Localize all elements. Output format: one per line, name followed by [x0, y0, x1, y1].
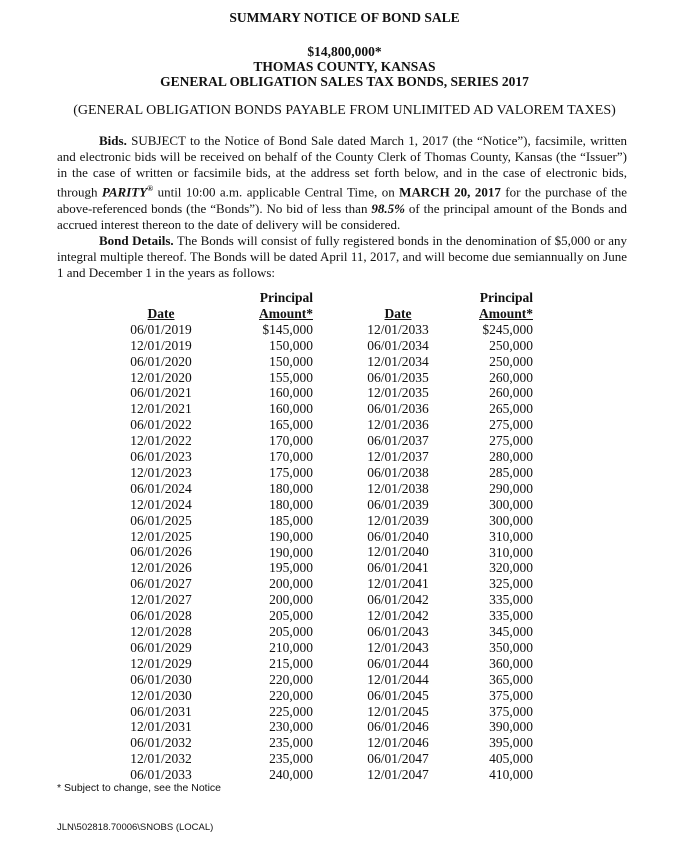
bond-details-text: The Bonds will consist of fully registered bonds in the denomination of $5,000 or any integral multiple thereof. The Bonds will be dated April 11, 2017, and will become due semiannually on June 1 and December 1 in the years as follows: — [57, 232, 627, 281]
right-maturity-date: 06/01/2043 — [367, 624, 429, 640]
body-paragraphs — [57, 133, 627, 281]
right-principal-amount: 300,000 — [489, 512, 533, 528]
registered-mark: ® — [147, 184, 154, 194]
bond-amount: $14,800,000* — [307, 44, 382, 59]
bids-text-1: SUBJECT to the Notice of Bond Sale dated March 1, 2017 (the “Notice”), facsimile, written and electronic bids will be received on behalf of the County Clerk of Thomas County, Kansas (the “Issuer”) in the case of written or facsimile bids, at the address set forth below, and in the case of electronic bids, through — [57, 133, 627, 200]
left-maturity-date: 12/01/2025 — [130, 528, 192, 544]
right-maturity-date: 12/01/2035 — [367, 385, 429, 401]
right-principal-amount: 275,000 — [489, 433, 533, 449]
left-maturity-date: 06/01/2019 — [130, 321, 192, 337]
left-maturity-date: 12/01/2022 — [130, 433, 192, 449]
right-maturity-date: 12/01/2042 — [367, 608, 429, 624]
bids-text-3: for the purchase of the above-referenced bonds (the “Bonds”). No bid of less than — [57, 184, 628, 216]
right-principal-amount: 310,000 — [489, 528, 533, 544]
right-principal-amount: 405,000 — [489, 751, 533, 767]
right-principal-amount: 345,000 — [489, 624, 533, 640]
left-principal-amount: 235,000 — [269, 751, 313, 767]
left-principal-amount: 175,000 — [269, 464, 313, 480]
right-principal-amount: 325,000 — [489, 576, 533, 592]
left-maturity-date: 12/01/2029 — [130, 655, 192, 671]
left-maturity-date: 12/01/2031 — [130, 719, 192, 735]
right-maturity-date: 06/01/2039 — [367, 496, 429, 512]
right-maturity-date: 06/01/2040 — [367, 528, 429, 544]
right-principal-amount: $245,000 — [482, 321, 533, 337]
right-maturity-date: 12/01/2038 — [367, 480, 429, 496]
left-principal-amount: 180,000 — [269, 480, 313, 496]
left-principal-amount: 225,000 — [269, 703, 313, 719]
left-principal-amount: 195,000 — [269, 560, 313, 576]
amount-header: Amount* — [258, 305, 313, 321]
right-maturity-date: 12/01/2040 — [367, 544, 429, 560]
left-principal-amount: 180,000 — [269, 496, 313, 512]
bond-details-heading: Bond Details. — [99, 232, 174, 248]
left-maturity-date: 06/01/2033 — [130, 767, 192, 783]
left-maturity-date: 12/01/2019 — [130, 337, 192, 353]
right-principal-amount: 260,000 — [489, 385, 533, 401]
subtitle: (GENERAL OBLIGATION BONDS PAYABLE FROM UNLIMITED AD VALOREM TAXES) — [73, 103, 616, 118]
right-maturity-date: 12/01/2034 — [367, 353, 429, 369]
left-maturity-date: 06/01/2021 — [130, 385, 192, 401]
document-id: JLN\502818.70006\SNOBS (LOCAL) — [57, 822, 214, 833]
right-principal-amount: 410,000 — [489, 767, 533, 783]
left-maturity-date: 06/01/2027 — [130, 576, 192, 592]
left-principal-amount: 230,000 — [269, 719, 313, 735]
right-maturity-date: 06/01/2035 — [367, 369, 429, 385]
left-maturity-date: 12/01/2032 — [130, 751, 192, 767]
right-maturity-date: 12/01/2043 — [367, 639, 429, 655]
left-principal-amount: 185,000 — [269, 512, 313, 528]
left-principal-amount: 150,000 — [269, 353, 313, 369]
right-amount-column — [475, 290, 533, 783]
principal-header: Principal — [259, 290, 313, 305]
left-principal-amount: 150,000 — [269, 337, 313, 353]
right-maturity-date: 12/01/2037 — [367, 449, 429, 465]
right-principal-amount: 320,000 — [489, 560, 533, 576]
right-maturity-date: 12/01/2041 — [367, 576, 429, 592]
right-maturity-date: 12/01/2039 — [367, 512, 429, 528]
minimum-bid-percent: 98.5% — [371, 200, 405, 216]
left-maturity-date: 12/01/2030 — [130, 687, 192, 703]
left-maturity-date: 06/01/2028 — [130, 608, 192, 624]
left-maturity-date: 06/01/2030 — [130, 671, 192, 687]
left-maturity-date: 12/01/2027 — [130, 592, 192, 608]
right-principal-amount: 310,000 — [489, 544, 533, 560]
right-principal-amount: 335,000 — [489, 592, 533, 608]
right-maturity-date: 12/01/2047 — [367, 767, 429, 783]
right-maturity-date: 06/01/2044 — [367, 655, 429, 671]
right-principal-amount: 375,000 — [489, 703, 533, 719]
right-maturity-date: 12/01/2046 — [367, 735, 429, 751]
right-maturity-date: 06/01/2037 — [367, 433, 429, 449]
left-principal-amount: 160,000 — [269, 401, 313, 417]
footnote: * Subject to change, see the Notice — [57, 782, 222, 794]
left-principal-amount: 190,000 — [269, 528, 313, 544]
left-principal-amount: 170,000 — [269, 449, 313, 465]
right-principal-amount: 300,000 — [489, 496, 533, 512]
right-maturity-date: 06/01/2045 — [367, 687, 429, 703]
document-title: SUMMARY NOTICE OF BOND SALE — [229, 10, 460, 25]
left-principal-amount: 190,000 — [269, 544, 313, 560]
left-principal-amount: 240,000 — [269, 767, 313, 783]
right-principal-amount: 250,000 — [489, 337, 533, 353]
right-principal-amount: 365,000 — [489, 671, 533, 687]
left-amount-column — [255, 290, 313, 783]
left-maturity-date: 06/01/2024 — [130, 480, 192, 496]
bond-series: GENERAL OBLIGATION SALES TAX BONDS, SERIES 2017 — [160, 74, 529, 89]
right-maturity-date: 06/01/2034 — [367, 337, 429, 353]
issuer-name: THOMAS COUNTY, KANSAS — [253, 59, 436, 74]
right-principal-amount: 390,000 — [489, 719, 533, 735]
right-maturity-date: 06/01/2046 — [367, 719, 429, 735]
right-maturity-date: 12/01/2044 — [367, 671, 429, 687]
right-principal-amount: 250,000 — [489, 353, 533, 369]
bond-details-paragraph — [57, 233, 627, 281]
right-principal-amount: 335,000 — [489, 608, 533, 624]
right-maturity-date: 12/01/2033 — [367, 321, 429, 337]
right-principal-amount: 360,000 — [489, 655, 533, 671]
right-principal-amount: 260,000 — [489, 369, 533, 385]
left-maturity-date: 06/01/2026 — [130, 544, 192, 560]
left-maturity-date: 12/01/2024 — [130, 496, 192, 512]
left-maturity-date: 06/01/2031 — [130, 703, 192, 719]
left-principal-amount: 200,000 — [269, 576, 313, 592]
left-principal-amount: 215,000 — [269, 655, 313, 671]
left-maturity-date: 12/01/2021 — [130, 401, 192, 417]
left-date-column — [125, 290, 197, 783]
left-principal-amount: 220,000 — [269, 687, 313, 703]
right-principal-amount: 350,000 — [489, 639, 533, 655]
left-maturity-date: 12/01/2020 — [130, 369, 192, 385]
left-maturity-date: 06/01/2022 — [130, 417, 192, 433]
right-principal-amount: 275,000 — [489, 417, 533, 433]
right-maturity-date: 06/01/2041 — [367, 560, 429, 576]
right-principal-amount: 395,000 — [489, 735, 533, 751]
left-principal-amount: 205,000 — [269, 624, 313, 640]
left-maturity-date: 12/01/2023 — [130, 464, 192, 480]
right-maturity-date: 06/01/2042 — [367, 592, 429, 608]
left-principal-amount: 205,000 — [269, 608, 313, 624]
left-maturity-date: 12/01/2028 — [130, 624, 192, 640]
right-principal-amount: 265,000 — [489, 401, 533, 417]
left-principal-amount: 165,000 — [269, 417, 313, 433]
bid-deadline-date: MARCH 20, 2017 — [399, 184, 501, 200]
right-principal-amount: 375,000 — [489, 687, 533, 703]
right-maturity-date: 12/01/2036 — [367, 417, 429, 433]
bids-text-4: of the principal amount of the Bonds and accrued interest thereon to the date of delivery will be considered. — [57, 200, 627, 232]
right-date-column — [362, 290, 434, 783]
left-maturity-date: 06/01/2029 — [130, 639, 192, 655]
left-maturity-date: 06/01/2020 — [130, 353, 192, 369]
left-principal-amount: 170,000 — [269, 433, 313, 449]
left-principal-amount: 200,000 — [269, 592, 313, 608]
left-principal-amount: 210,000 — [269, 639, 313, 655]
left-maturity-date: 06/01/2025 — [130, 512, 192, 528]
principal-header: Principal — [479, 290, 533, 305]
bids-text-2: until 10:00 a.m. applicable Central Time, on — [153, 184, 400, 200]
parity-name: PARITY — [101, 184, 148, 200]
right-maturity-date: 06/01/2038 — [367, 464, 429, 480]
left-maturity-date: 06/01/2023 — [130, 449, 192, 465]
right-maturity-date: 06/01/2036 — [367, 401, 429, 417]
left-principal-amount: 155,000 — [269, 369, 313, 385]
right-principal-amount: 290,000 — [489, 480, 533, 496]
right-principal-amount: 280,000 — [489, 449, 533, 465]
right-maturity-date: 12/01/2045 — [367, 703, 429, 719]
amount-header: Amount* — [478, 305, 533, 321]
left-principal-amount: 235,000 — [269, 735, 313, 751]
left-principal-amount: 160,000 — [269, 385, 313, 401]
left-principal-amount: 220,000 — [269, 671, 313, 687]
left-maturity-date: 06/01/2032 — [130, 735, 192, 751]
right-maturity-date: 06/01/2047 — [367, 751, 429, 767]
left-maturity-date: 12/01/2026 — [130, 560, 192, 576]
bids-heading: Bids. — [99, 133, 127, 148]
left-principal-amount: $145,000 — [262, 321, 313, 337]
bids-paragraph — [57, 133, 627, 233]
date-header: Date — [384, 305, 412, 321]
right-principal-amount: 285,000 — [489, 464, 533, 480]
date-header: Date — [147, 305, 175, 321]
